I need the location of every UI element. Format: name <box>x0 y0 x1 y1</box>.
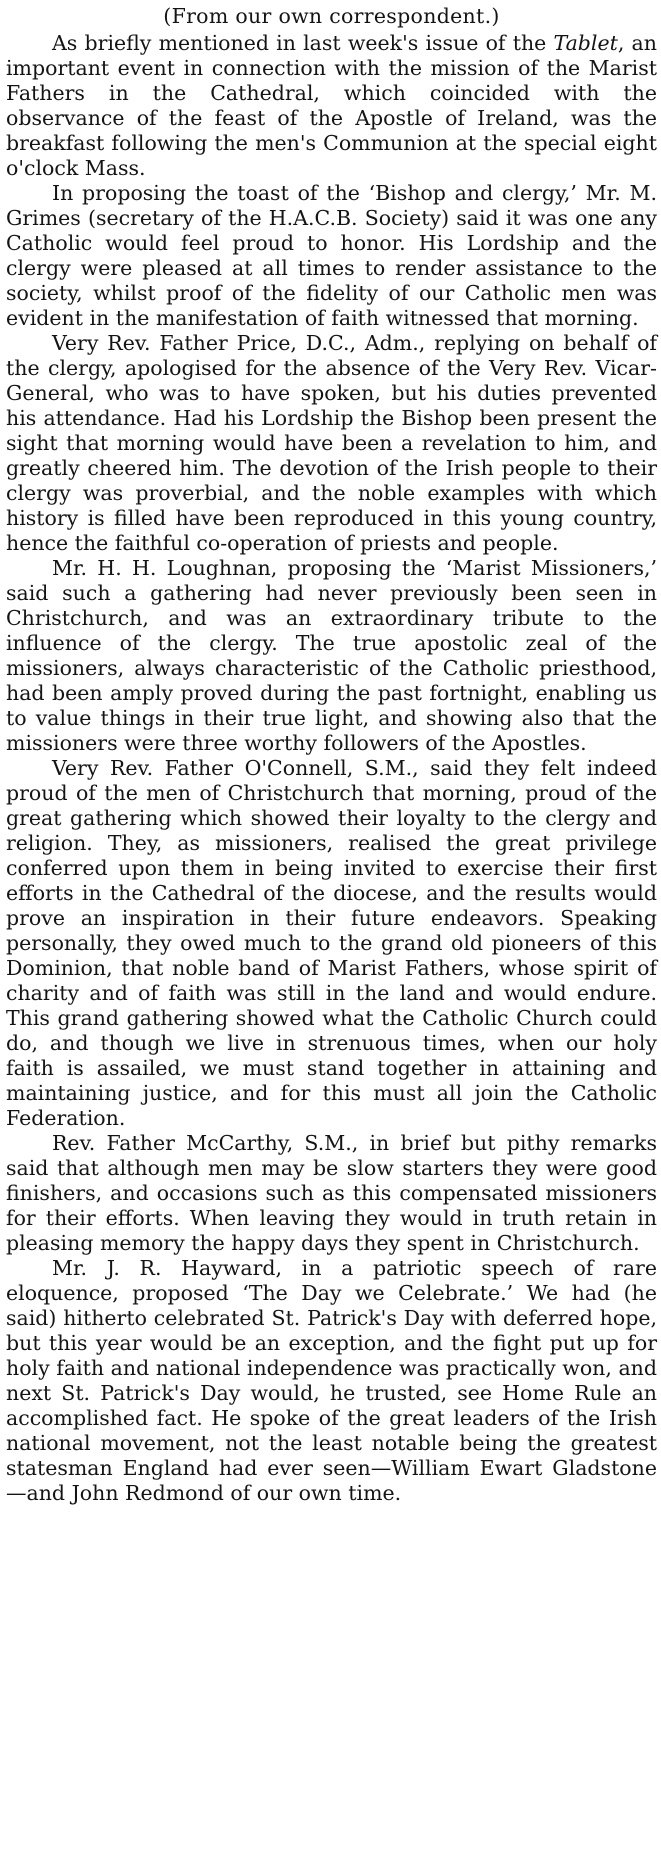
paragraph-father-mccarthy-remarks: Rev. Father McCarthy, S.M., in brief but pithy remarks said that although men may be slow starters they were good finishers, and occasions such as this compensated missioners for their efforts. When leaving they would in truth retain in pleasing memory the happy days they spent in Christchurch. <box>6 1131 657 1255</box>
paragraph-father-price-reply: Very Rev. Father Price, D.C., Adm., replying on behalf of the clergy, apologised for the absence of the Very Rev. Vicar-General, who was to have spoken, but his duties prevented his attendance. Had his Lordship the Bishop been present the sight that morning would have been a revelation to him, and greatly cheered him. The devotion of the Irish people to their clergy was proverbial, and the noble examples with which history is filled have been reproduced in this young country, hence the faithful co-operation of priests and people. <box>6 331 657 555</box>
paragraph-toast-bishop-clergy: In proposing the toast of the ‘Bishop and clergy,’ Mr. M. Grimes (secretary of the H.A.C.B. Society) said it was one any Catholic would feel proud to honor. His Lordship and the clergy were pleased at all times to render assistance to the society, whilst proof of the fidelity of our Catholic men was evident in the manifestation of faith witnessed that morning. <box>6 181 657 330</box>
intro-lead-text: As briefly mentioned in last week's issue of the <box>52 31 554 55</box>
publication-name: Tablet <box>553 31 618 55</box>
paragraph-father-oconnell-reply: Very Rev. Father O'Connell, S.M., said they felt indeed proud of the men of Christchurch that morning, proud of the great gathering which showed their loyalty to the clergy and religion. They, as missioners, realised the great privilege conferred upon them in being invited to exercise their first efforts in the Cathedral of the diocese, and the results would prove an inspiration in their future endeavors. Speaking personally, they owed much to the grand old pioneers of this Dominion, that noble band of Marist Fathers, whose spirit of charity and of faith was still in the land and would endure. This grand gathering showed what the Catholic Church could do, and though we live in strenuous times, when our holy faith is assailed, we must stand together in attaining and maintaining justice, and for this must all join the Catholic Federation. <box>6 756 657 1130</box>
paragraph-loughnan-toast: Mr. H. H. Loughnan, proposing the ‘Marist Missioners,’ said such a gathering had never previously been seen in Christchurch, and was an extraordinary tribute to the influence of the clergy. The true apostolic zeal of the missioners, always characteristic of the Catholic priesthood, had been amply proved during the past fortnight, enabling us to value things in their true light, and showing also that the missioners were three worthy followers of the Apostles. <box>6 556 657 755</box>
intro-body-text: , an important event in connection with the mission of the Marist Fathers in the Cathedral, which coincided with the observance of the feast of the Apostle of Ireland, was the breakfast following the men's Communion at the special eight o'clock Mass. <box>6 31 657 180</box>
dateline: (From our own correspondent.) <box>163 4 500 28</box>
paragraph-intro <box>6 31 657 181</box>
paragraph-hayward-toast: Mr. J. R. Hayward, in a patriotic speech of rare eloquence, proposed ‘The Day we Celebrate.’ We had (he said) hitherto celebrated St. Patrick's Day with deferred hope, but this year would be an exception, and the fight put up for holy faith and national independence was practically won, and next St. Patrick's Day would, he trusted, see Home Rule an accomplished fact. He spoke of the great leaders of the Irish national movement, not the least notable being the greatest statesman England had ever seen—William Ewart Gladstone—and John Redmond of our own time. <box>6 1256 657 1505</box>
